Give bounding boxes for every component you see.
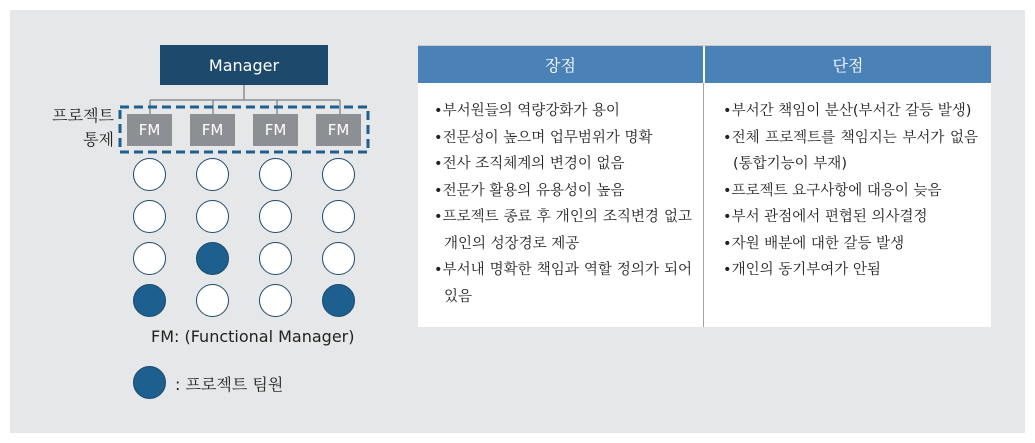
team-member-circle (259, 284, 292, 317)
pros-cons-table (418, 45, 991, 327)
fm-box-1: FM (127, 114, 172, 146)
team-member-legend-icon (133, 366, 166, 399)
team-member-circle (322, 242, 355, 275)
cons-item: • 개인의 동기부여가 안됨 (723, 257, 978, 284)
cons-item: • 자원 배분에 대한 갈등 발생 (723, 231, 978, 258)
manager-box: Manager (160, 45, 328, 85)
cons-item: • 부서 관점에서 편협된 의사결정 (723, 204, 978, 231)
pros-item: • 부서내 명확한 책임과 역할 정의가 되어있음 (434, 257, 692, 310)
cons-item: • 전체 프로젝트를 책임지는 부서가 없음(통합기능이 부재) (723, 125, 978, 178)
team-member-legend-label: : 프로젝트 팀원 (175, 375, 284, 394)
team-member-circle (259, 200, 292, 233)
pros-item: • 전문가 활용의 유용성이 높음 (434, 178, 692, 205)
fm-box-3: FM (253, 114, 298, 146)
team-member-circle (196, 200, 229, 233)
team-member-circle (133, 284, 166, 317)
cons-header: 단점 (705, 46, 991, 83)
pros-item: • 프로젝트 종료 후 개인의 조직변경 없고 개인의 성장경로 제공 (434, 204, 692, 257)
pros-item: • 전사 조직체계의 변경이 없음 (434, 151, 692, 178)
cons-list (723, 98, 978, 284)
team-member-circle (259, 242, 292, 275)
fm-legend: FM: (Functional Manager) (151, 327, 355, 346)
team-member-circle (133, 200, 166, 233)
column-divider (703, 83, 704, 327)
pros-list (434, 98, 692, 310)
pros-item: • 전문성이 높으며 업무범위가 명확 (434, 125, 692, 152)
project-control-label: 프로젝트 통제 (52, 106, 114, 149)
team-member-circle (322, 200, 355, 233)
team-member-circle (259, 158, 292, 191)
pros-header: 장점 (418, 46, 703, 83)
team-member-circle (196, 242, 229, 275)
team-member-circle (322, 284, 355, 317)
cons-item: • 부서간 책임이 분산(부서간 갈등 발생) (723, 98, 978, 125)
fm-box-2: FM (190, 114, 235, 146)
fm-box-4: FM (316, 114, 361, 146)
team-member-circle (196, 158, 229, 191)
team-member-circle (322, 158, 355, 191)
team-member-circle (133, 242, 166, 275)
pros-item: • 부서원들의 역량강화가 용이 (434, 98, 692, 125)
team-member-circle (196, 284, 229, 317)
team-member-circle (133, 158, 166, 191)
cons-item: • 프로젝트 요구사항에 대응이 늦음 (723, 178, 978, 205)
